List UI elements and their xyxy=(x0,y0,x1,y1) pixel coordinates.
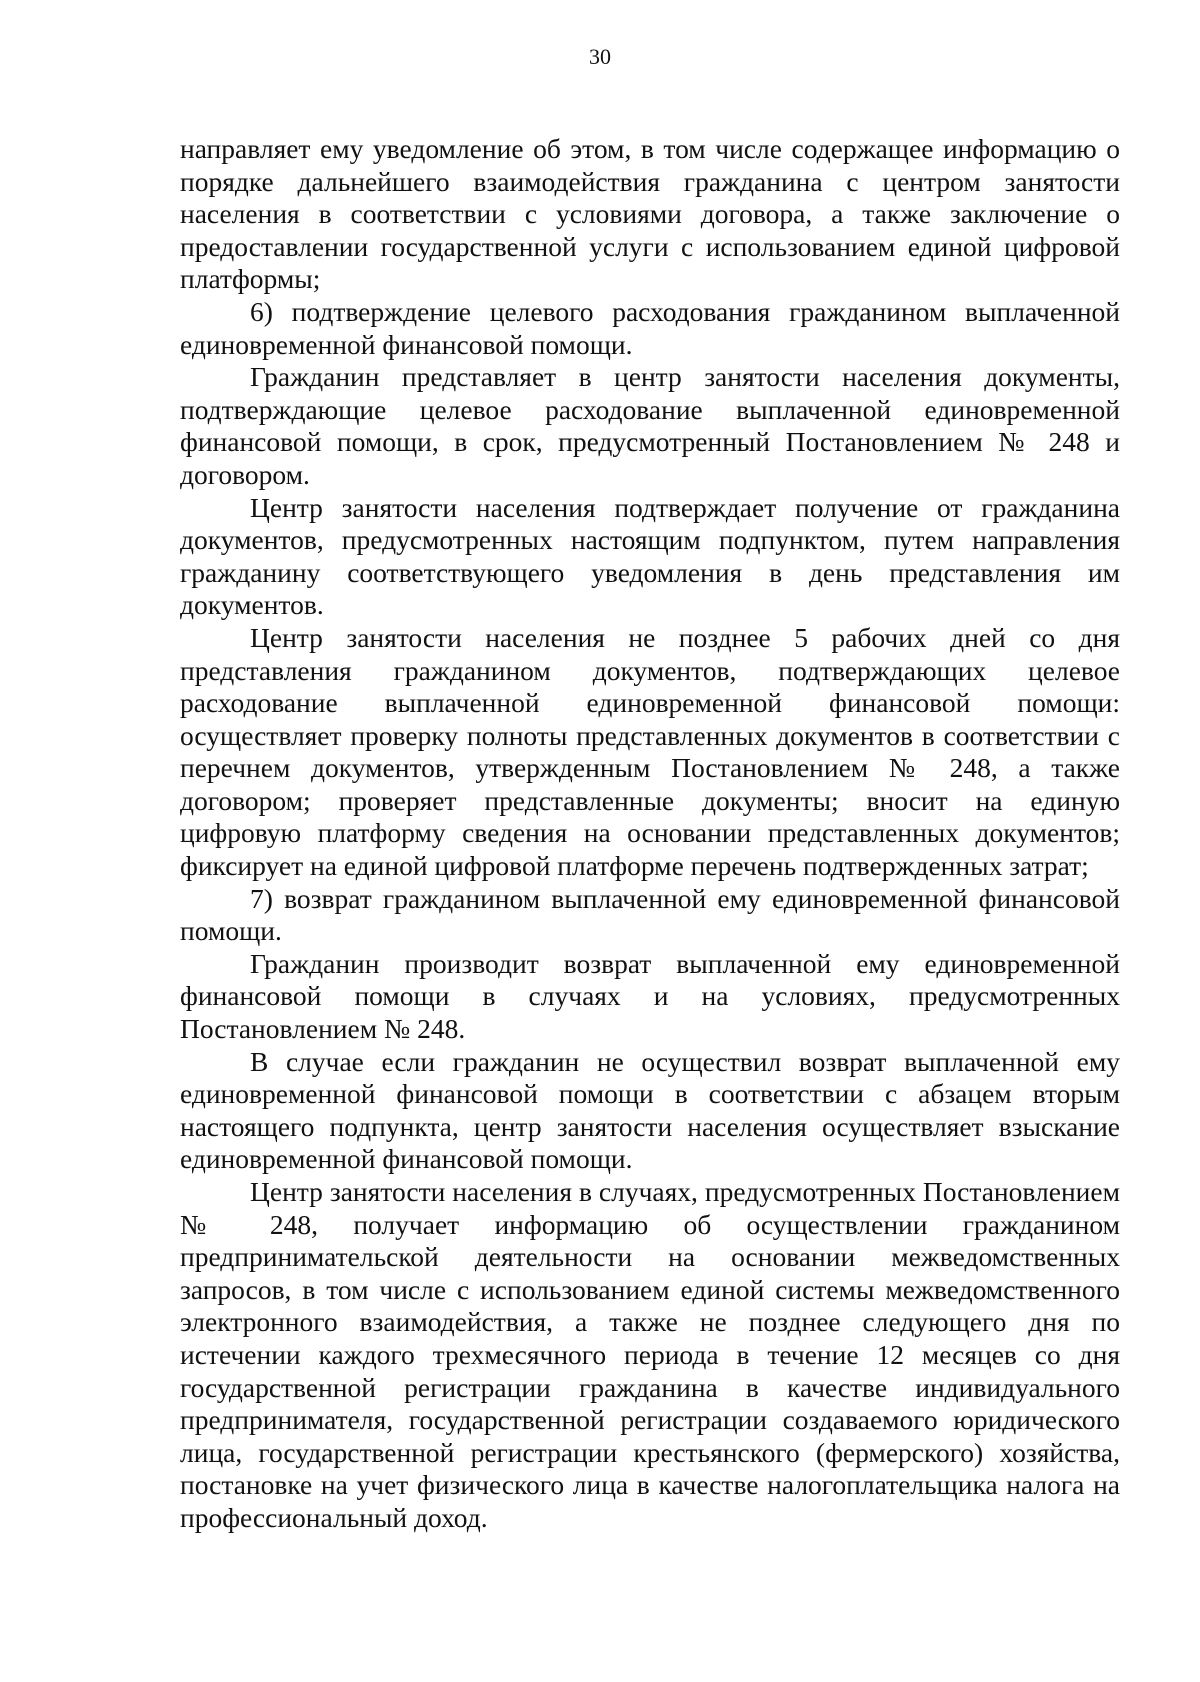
paragraph-confirm-receipt: Центр занятости населения подтверждает получение от гражданина документов, предусмотренных настоящим подпунктом, путем направления гражданину соответствующего уведомления в день представления им документов. xyxy=(180,491,1120,621)
paragraph-interagency-requests: Центр занятости населения в случаях, предусмотренных Постановлением № 248, получает информацию об осуществлении гражданином предпринимательской деятельности на основании межведомственных запросов, в том числе с использованием единой системы межведомственного электронного взаимодействия, а также не позднее следующего дня по истечении каждого трехмесячного периода в течение 12 месяцев со дня государственной регистрации гражданина в качестве индивидуального предпринимателя, государственной регистрации создаваемого юридического лица, государственной регистрации крестьянского (фермерского) хозяйства, постановке на учет физического лица в качестве налогоплательщика налога на профессиональный доход. xyxy=(180,1176,1120,1533)
paragraph-item-7: 7) возврат гражданином выплаченной ему единовременной финансовой помощи. xyxy=(180,882,1120,947)
document-body xyxy=(180,133,1120,1535)
paragraph-submit-documents: Гражданин представляет в центр занятости населения документы, подтверждающие целевое расходование выплаченной единовременной финансовой помощи, в срок, предусмотренный Постановлением № 248 и договором. xyxy=(180,361,1120,490)
paragraph-refund: Гражданин производит возврат выплаченной ему единовременной финансовой помощи в случаях и на условиях, предусмотренных Постановлением № 248. xyxy=(180,947,1120,1045)
paragraph-recovery: В случае если гражданин не осуществил возврат выплаченной ему единовременной финансовой помощи в соответствии с абзацем вторым настоящего подпункта, центр занятости населения осуществляет взыскание единовременной финансовой помощи. xyxy=(180,1045,1120,1175)
paragraph-item-6: 6) подтверждение целевого расходования гражданином выплаченной единовременной финансовой помощи. xyxy=(180,295,1120,360)
paragraph-continuation: направляет ему уведомление об этом, в том числе содержащее информацию о порядке дальнейшего взаимодействия гражданина с центром занятости населения в соответствии с условиями договора, а также заключение о предоставлении государственной услуги с использованием единой цифровой платформы; xyxy=(180,133,1120,295)
paragraph-verification: Центр занятости населения не позднее 5 рабочих дней со дня представления гражданином документов, подтверждающих целевое расходование выплаченной единовременной финансовой помощи: осуществляет проверку полноты представленных документов в соответствии с перечнем документов, утвержденным Постановлением № 248, а также договором; проверяет представленные документы; вносит на единую цифровую платформу сведения на основании представленных документов; фиксирует на единой цифровой платформе перечень подтвержденных затрат; xyxy=(180,621,1120,882)
page-number: 30 xyxy=(589,44,611,69)
